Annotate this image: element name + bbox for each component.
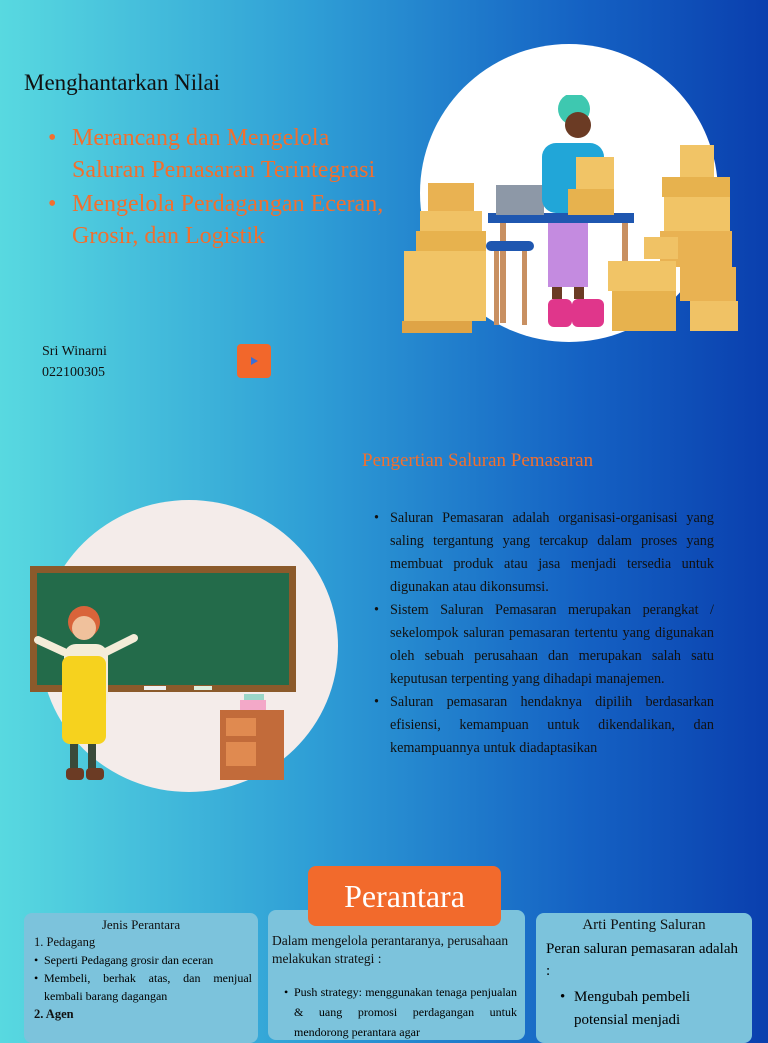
panel-text: Dalam mengelola perantaranya, perusahaan melakukan strategi :: [272, 933, 509, 966]
panel-item: 1. Pedagang: [34, 935, 96, 949]
panel-subitem: • Seperti Pedagang grosir dan eceran: [44, 951, 252, 969]
definition-item: • Sistem Saluran Pemasaran merupakan perangkat / sekelompok saluran pemasaran tertentu yang digunakan oleh sebuah perusahaan dan merupakan salah satu keputusan terpenting yang dihadapi manajemen.: [374, 599, 714, 691]
panel-subitem: • Push strategy: menggunakan tenaga penjualan & uang promosi perdagangan untuk mendorong perantara agar: [294, 982, 517, 1040]
panel-heading: Jenis Perantara: [101, 917, 181, 932]
author-name: Sri Winarni: [42, 344, 107, 359]
panel-heading: Arti Penting Saluran: [582, 917, 706, 933]
panel-text: Peran saluran pemasaran adalah :: [546, 941, 738, 979]
perantara-title: Perantara: [308, 866, 501, 926]
definition-item: • Saluran Pemasaran adalah organisasi-organisasi yang saling tergantung yang tercakup dalam proses yang membuat produk atau jasa menjadi tersedia untuk digunakan atau dikonsumsi.: [374, 507, 714, 599]
panel-sublist: [268, 982, 525, 1040]
play-button[interactable]: [237, 344, 271, 378]
warehouse-worker-illustration: [400, 95, 740, 340]
panel-item: 2. Agen: [34, 1007, 74, 1021]
author-info: [42, 341, 107, 383]
panel-subitem: • Mengubah pembeli potensial menjadi: [574, 986, 744, 1032]
definition-item: • Saluran pemasaran hendaknya dipilih berdasarkan efisiensi, kemampuan untuk dikendalikan, dan kemampuannya untuk diadaptasikan: [374, 691, 714, 760]
author-id: 022100305: [42, 365, 105, 380]
panel-subitem: • Membeli, berhak atas, dan menjual kembali barang dagangan: [44, 969, 252, 1005]
panel-sublist: [24, 951, 258, 1005]
slide1-bullet-list: [48, 122, 393, 254]
section-title: Pengertian Saluran Pemasaran: [362, 450, 594, 471]
panel-strategi: [268, 910, 525, 1040]
teacher-chalkboard-illustration: [28, 560, 298, 790]
slide1-bullet: • Merancang dan Mengelola Saluran Pemasaran Terintegrasi: [48, 122, 393, 186]
definition-list: [374, 507, 714, 760]
play-icon: [249, 356, 259, 366]
slide1-bullet: • Mengelola Perdagangan Eceran, Grosir, dan Logistik: [48, 188, 393, 252]
panel-sublist: [536, 986, 752, 1032]
slide1-title: Menghantarkan Nilai: [24, 70, 221, 95]
